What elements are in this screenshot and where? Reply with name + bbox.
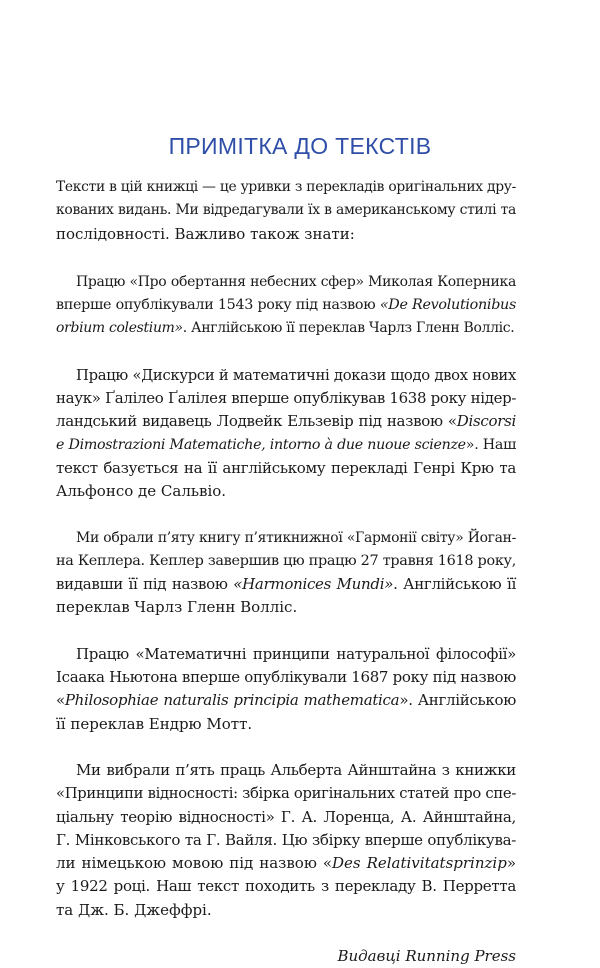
text-line: видавши її під назвою «Harmonices Mundi». Англійською її	[56, 575, 516, 594]
book-title: e Dimostrazioni Matematiche, intorno à due nuoue scienze	[56, 436, 466, 453]
book-title: «De Revolutionibus	[379, 297, 517, 314]
text-line: Г. Мінковського та Г. Вайля. Цю збірку вперше опублікува-	[56, 830, 516, 849]
book-title: Des Relativitatsprinzip	[332, 854, 507, 873]
paragraph-copernicus	[56, 271, 516, 341]
text-line: orbium colestium». Англійською її переклав Чарлз Гленн Волліс.	[56, 320, 515, 337]
book-title: Discorsi	[456, 412, 516, 431]
text-body	[56, 176, 516, 968]
book-title: «Harmonices Mundi»	[233, 575, 394, 594]
paragraph-galileo	[56, 364, 516, 504]
book-title: orbium colestium»	[56, 320, 183, 337]
text-line: та Дж. Б. Джеффрі.	[56, 900, 212, 919]
text-line: «Philosophiae naturalis principia mathematica». Англійською	[56, 691, 516, 710]
text-line: ли німецькою мовою під назвою «Des Relativitatsprinzip»	[56, 854, 516, 873]
text-line: на Кеплера. Кеплер завершив цю працю 27 травня 1618 року,	[56, 552, 516, 569]
text-line: Ми обрали п’яту книгу п’ятикнижної «Гармонії світу» Йоган-	[76, 529, 516, 546]
text-line: вперше опублікували 1543 року під назвою «De Revolutionibus	[56, 297, 517, 314]
text-line: e Dimostrazioni Matematiche, intorno à due nuoue scienze». Наш	[56, 436, 516, 453]
text-line: текст базується на її англійському перекладі Генрі Крю та	[56, 458, 516, 477]
paragraph-kepler	[56, 527, 516, 620]
text-line: Ми вибрали п’ять праць Альберта Айнштайна з книжки	[76, 760, 516, 779]
paragraph-newton	[56, 643, 516, 736]
text-line: Ісаака Ньютона вперше опублікували 1687 року під назвою	[56, 668, 516, 687]
publisher-signature: Видавці Running Press	[337, 947, 516, 966]
text-line: її переклав Ендрю Мотт.	[56, 714, 253, 733]
text-line: наук» Ґалілео Ґалілея вперше опублікував 1638 року нідер-	[56, 389, 517, 408]
book-title: Philosophiae naturalis principia mathematica	[64, 691, 400, 710]
text-line: послідовності. Важливо також знати:	[56, 224, 355, 243]
paragraph-einstein	[56, 759, 516, 922]
text-line: Працю «Про обертання небесних сфер» Миколая Коперника	[76, 273, 516, 290]
intro-paragraph	[56, 176, 516, 246]
text-line: ціальну теорію відносності» Г. А. Лоренца, А. Айнштайна,	[56, 807, 516, 826]
text-line: у 1922 році. Наш текст походить з перекладу В. Перретта	[56, 877, 516, 896]
text-line: ландський видавець Лодвейк Ельзевір під назвою «Discorsi	[56, 412, 516, 431]
text-line: переклав Чарлз Гленн Волліс.	[56, 598, 298, 617]
text-line: «Принципи відносності: збірка оригінальних статей про спе-	[56, 785, 516, 803]
page-title: ПРИМІТКА ДО ТЕКСТІВ	[168, 133, 432, 159]
text-line: кованих видань. Ми відредагували їх в американському стилі та	[56, 202, 516, 219]
text-line: Працю «Дискурси й математичні докази щодо двох нових	[76, 366, 516, 384]
text-line: Альфонсо де Сальвіо.	[56, 482, 227, 501]
text-line: Тексти в цій книжці — це уривки з перекладів оригінальних дру-	[56, 179, 516, 195]
text-line: Працю «Математичні принципи натуральної філософії»	[76, 644, 516, 663]
